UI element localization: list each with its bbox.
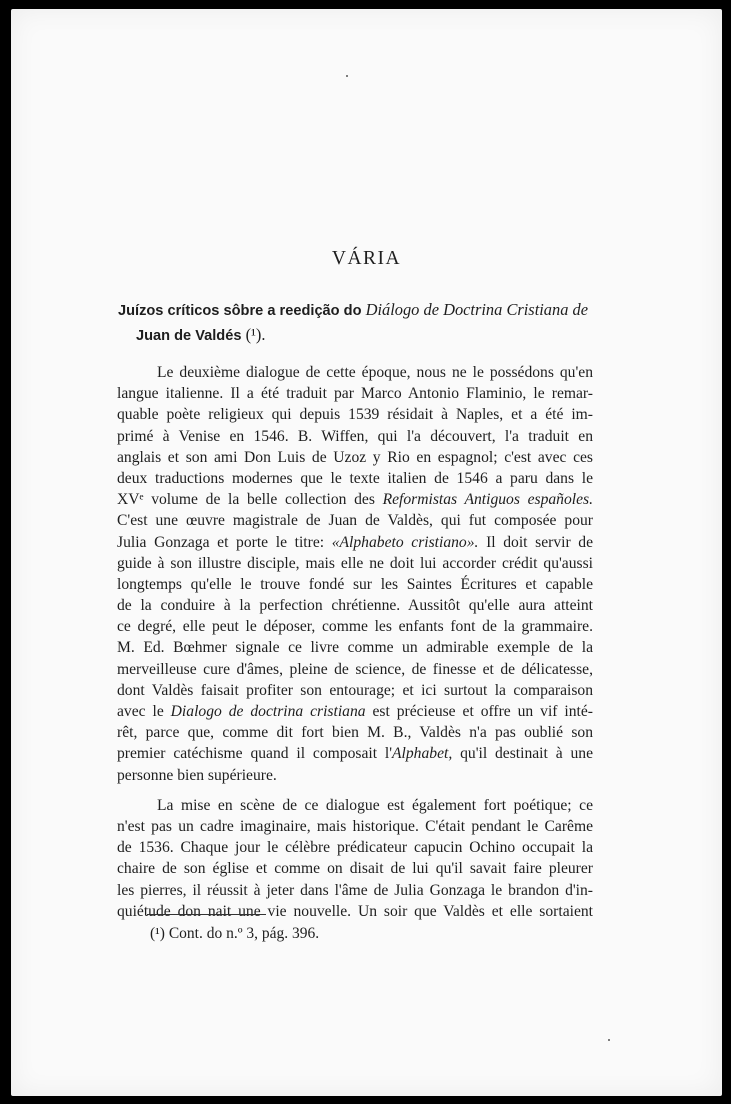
heading-line-1 (118, 298, 588, 323)
paper-speck (608, 1039, 610, 1041)
paper-speck (346, 75, 348, 77)
text-line (117, 404, 593, 425)
line-text: primé à Venise en 1546. B. Wiffen, qui l'a découvert, l'a traduit en (117, 427, 593, 445)
line-italic: Reformistas Antiguos españoles. (382, 491, 593, 509)
text-line (117, 901, 593, 922)
text-line (117, 383, 593, 404)
line-text: ce degré, elle peut le déposer, comme les enfants font de la grammaire. (117, 618, 593, 636)
line-text: avec le (117, 703, 164, 720)
line-text: deux traductions modernes que le texte italien de 1546 a paru dans le (117, 469, 593, 487)
line-text-after: Il doit servir de (486, 533, 594, 551)
text-line (117, 532, 593, 553)
text-line (117, 722, 593, 743)
text-line (117, 616, 593, 637)
line-text: premier catéchisme quand il composait l' (117, 745, 393, 763)
text-line (117, 510, 593, 531)
line-italic: Alphabet, (392, 745, 453, 763)
text-line (117, 574, 593, 595)
text-line (117, 680, 593, 701)
text-line (117, 858, 593, 879)
text-line (117, 795, 593, 816)
text-line (117, 426, 593, 447)
line-text: Julia Gonzaga et porte le titre: (117, 533, 325, 551)
line-text: merveilleuse cure d'âmes, pleine de science, de finesse et de délicatesse, (117, 660, 593, 678)
article-heading (118, 298, 588, 348)
text-line (117, 595, 593, 616)
text-line (117, 553, 593, 574)
line-text: M. Ed. Bœhmer signale ce livre comme un admirable exemple de la (117, 639, 593, 657)
line-text: les pierres, il réussit à jeter dans l'âme de Julia Gonzaga le brandon d'in- (117, 881, 593, 899)
heading-period: . (261, 325, 266, 344)
line-text: quiétude don nait une vie nouvelle. Un soir que Valdès et elle sortaient (117, 902, 593, 920)
text-line (117, 447, 593, 468)
heading-note-ref: (¹) (245, 325, 262, 344)
line-text: Le deuxième dialogue de cette époque, nous ne le possédons qu'en (157, 364, 593, 381)
line-text: personne bien supérieure. (117, 766, 277, 784)
heading-line-2 (118, 323, 588, 348)
text-line (117, 637, 593, 658)
text-line (117, 659, 593, 680)
heading-bold-text: Juízos críticos sôbre a reedição do (118, 303, 362, 319)
text-line (117, 468, 593, 489)
body-text (117, 362, 593, 922)
heading-italic-title: Diálogo de Doctrina Cristiana de (365, 300, 588, 319)
line-text: dont Valdès faisait profiter son entourage; et ici surtout la comparaison (117, 681, 593, 699)
line-text: chaire de son église et comme on disait de lui qu'il savait faire pleurer (117, 860, 593, 878)
line-text: de 1536. Chaque jour le célèbre prédicateur capucin Ochino occupait la (117, 839, 593, 857)
heading-author: Juan de Valdés (136, 328, 242, 344)
line-text: XVᵉ volume de la belle collection des (117, 491, 375, 509)
line-text: anglais et son ami Don Luis de Uzoz y Rio en espagnol; c'est avec ces (117, 448, 593, 466)
line-text: longtemps qu'elle le trouve fondé sur les Saintes Écritures et capable (117, 575, 593, 593)
line-text: C'est une œuvre magistrale de Juan de Valdès, qui fut composée pour (117, 512, 593, 530)
text-line (117, 362, 593, 383)
line-italic: Dialogo de doctrina cristiana (170, 703, 366, 720)
text-line (117, 489, 593, 510)
line-text: rêt, parce que, comme dit fort bien M. B., Valdès n'a pas oublié son (117, 724, 593, 742)
line-text: La mise en scène de ce dialogue est également fort poétique; ce (157, 796, 593, 814)
line-text: langue italienne. Il a été traduit par Marco Antonio Flaminio, le remar- (117, 385, 593, 403)
section-title: VÁRIA (331, 248, 402, 269)
text-line (117, 837, 593, 858)
line-text: quable poète religieux qui depuis 1539 résidait à Naples, et a été im- (117, 406, 593, 424)
line-text: n'est pas un cadre imaginaire, mais historique. C'était pendant le Carême (117, 817, 593, 835)
text-line (117, 880, 593, 901)
footnote-separator (147, 914, 266, 915)
text-line (117, 765, 593, 786)
line-text: de la conduire à la perfection chrétienne. Aussitôt qu'elle aura atteint (117, 597, 593, 615)
line-italic: «Alphabeto cristiano». (331, 533, 479, 551)
text-line (117, 743, 593, 764)
text-line (117, 701, 593, 722)
line-text: guide à son illustre disciple, mais elle ne doit lui accorder crédit qu'aussi (117, 554, 593, 572)
line-text-after: est précieuse et offre un vif inté- (372, 703, 593, 720)
line-text-after: qu'il destinait à une (460, 745, 593, 763)
text-line (117, 816, 593, 837)
footnote: (¹) Cont. do n.º 3, pág. 396. (150, 925, 320, 942)
document-page (11, 9, 722, 1096)
